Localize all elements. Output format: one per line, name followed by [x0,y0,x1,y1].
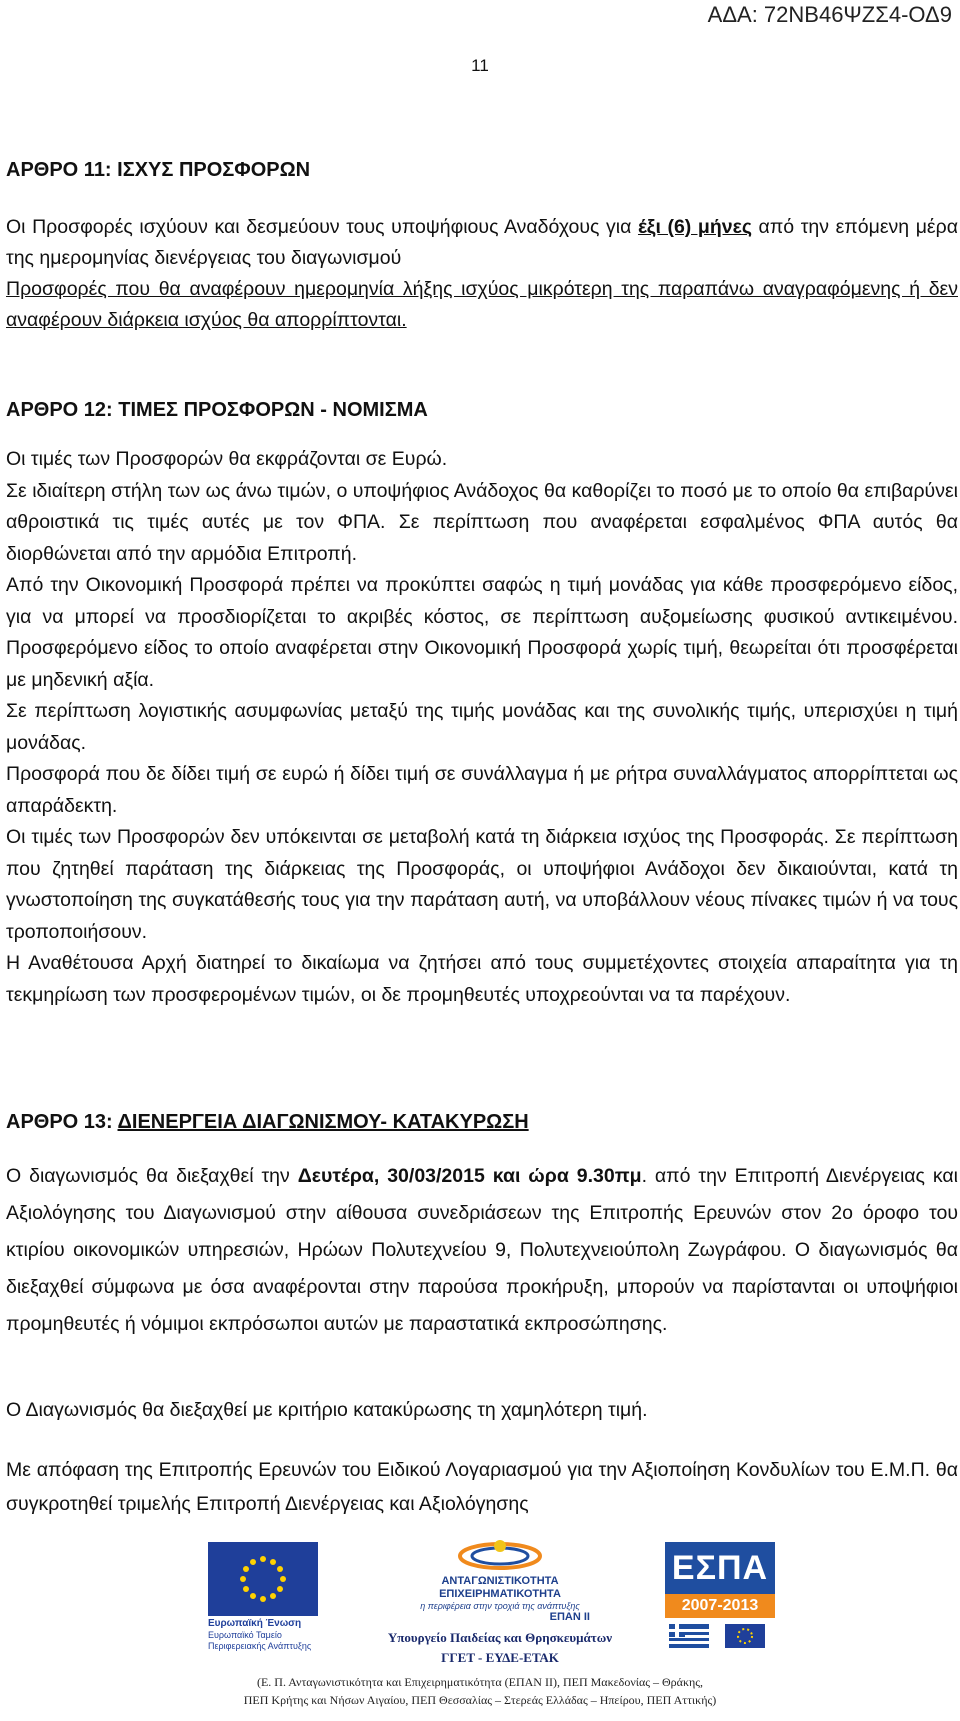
article-12-paragraph-7: Η Αναθέτουσα Αρχή διατηρεί το δικαίωμα να ζητήσει από τους συμμετέχοντες στοιχεία απαραίτητα για τη τεκμηρίωση των προσφερομένων τιμών, οι δε προμηθευτές υποχρεούνται να τα παρέχουν. [6,952,958,1006]
funding-footer [0,1536,960,1721]
article-12-heading: ΑΡΘΡΟ 12: ΤΙΜΕΣ ΠΡΟΣΦΟΡΩΝ - ΝΟΜΙΣΜΑ [6,399,428,421]
article-12-paragraph-6: Οι τιμές των Προσφορών δεν υπόκεινται σε μεταβολή κατά τη διάρκεια ισχύος της Προσφοράς. Σε περίπτωση που ζητηθεί παράταση της διάρκειας της Προσφοράς, οι υποψήφιοι Ανάδοχοι δεν δικαιούνται, κατά τη γνωστοποίηση της συγκατάθεσής τους για την παράταση αυτή, να υποβάλλουν νέους πίνακες τιμών ή να τους τροποποιήσουν. [6,826,958,943]
validity-period: έξι (6) μήνες [637,216,752,238]
epan-label: ΕΠΑΝ ΙΙ [549,1611,590,1623]
article-13-committee [6,1453,958,1521]
funding-programmes-note [0,1673,960,1709]
competitiveness-line-1: ΑΝΤΑΓΩΝΙΣΤΙΚΟΤΗΤΑ [441,1575,559,1587]
espa-title: ΕΣΠΑ [665,1542,775,1594]
article-11-paragraph-2: Προσφορές που θα αναφέρουν ημερομηνία λήξης ισχύος μικρότερη της παραπάνω αναγραφόμενης ή δεν αναφέρουν διάρκεια ισχύος θα απορρίπτονται. [6,278,958,331]
eu-flag-icon [208,1542,318,1616]
eu-logo [208,1542,328,1662]
funding-note-line-2: ΠΕΠ Κρήτης και Νήσων Αιγαίου, ΠΕΠ Θεσσαλίας – Στερεάς Ελλάδας – Ηπείρου, ΠΕΠ Αττικής) [243,1693,717,1707]
ministry-name: Υπουργείο Παιδείας και Θρησκευμάτων [387,1630,613,1645]
eu-fund-line-2: Περιφερειακής Ανάπτυξης [208,1641,312,1651]
article-12-paragraph-5: Προσφορά που δε δίδει τιμή σε ευρώ ή δίδει τιμή σε συνάλλαγμα ή με ρήτρα συναλλάγματος απορρίπτεται ως απαράδεκτη. [6,763,958,817]
competitiveness-logo [350,1536,650,1666]
article-13-criterion [6,1395,958,1426]
espa-logo [665,1542,775,1662]
competitiveness-slogan: η περιφέρεια στην τροχιά της ανάπτυξης [420,1601,580,1611]
page-number: 11 [471,56,489,75]
article-11-body [6,212,958,336]
article-12-paragraph-1: Οι τιμές των Προσφορών θα εκφράζονται σε Ευρώ. [6,448,448,470]
eu-title: Ευρωπαϊκή Ένωση [208,1618,302,1629]
competitiveness-emblem [410,1536,590,1626]
article-12-paragraph-3: Από την Οικονομική Προσφορά πρέπει να προκύπτει σαφώς η τιμή μονάδας για κάθε προσφερόμενο είδος, για να μπορεί να προσδιορίζεται το ακριβές κόστος, σε περίπτωση αυξομείωσης φυσικού αντικειμένου. Προσφερόμενο είδος το οποίο αναφέρεται στην Οικονομική Προσφορά χωρίς τιμή, θεωρείται ότι προσφέρεται με μηδενική αξία. [6,574,958,691]
swirl-icon [410,1536,590,1570]
article-12-paragraph-4: Σε περίπτωση λογιστικής ασυμφωνίας μεταξύ της τιμής μονάδας και της συνολικής τιμής, υπερισχύει η τιμή μονάδας. [6,700,958,754]
espa-flags [665,1618,775,1654]
ada-code: ΑΔΑ: 72ΝΒ46ΨΖΣ4-ΟΔ9 [707,2,952,27]
article-11-heading: ΑΡΘΡΟ 11: ΙΣΧΥΣ ΠΡΟΣΦΟΡΩΝ [6,159,311,181]
article-13-paragraph-3: Με απόφαση της Επιτροπής Ερευνών του Ειδικού Λογαριασμού για την Αξιοποίηση Κονδυλίων του Ε.Μ.Π. θα συγκροτηθεί τριμελής Επιτροπή Διενέργειας και Αξιολόγησης [6,1459,958,1515]
article-13-paragraph-2: Ο Διαγωνισμός θα διεξαχθεί με κριτήριο κατακύρωσης τη χαμηλότερη τιμή. [6,1399,648,1421]
gget-name: ΓΓΕΤ - ΕΥΔΕ-ΕΤΑΚ [441,1650,559,1665]
article-13-body [6,1158,958,1343]
competitiveness-line-2: ΕΠΙΧΕΙΡΗΜΑΤΙΚΟΤΗΤΑ [439,1588,561,1600]
article-13-paragraph-1: Ο διαγωνισμός θα διεξαχθεί την Δευτέρα, 30/03/2015 και ώρα 9.30πμ. από την Επιτροπή Διενέργειας και Αξιολόγησης του Διαγωνισμού στην αίθουσα συνεδριάσεων της Επιτροπής Ερευνών στον 2ο όροφο του κτιρίου οικονομικών υπηρεσιών, Ηρώων Πολυτεχνείου 9, Πολυτεχνειούπολη Ζωγράφου. Ο διαγωνισμός θα διεξαχθεί σύμφωνα με όσα αναφέρονται στην παρούσα προκήρυξη, μπορούν να παρίστανται οι υποψήφιοι προμηθευτές ή νόμιμοι εκπρόσωποι αυτών με παραστατικά εκπροσώπησης. [6,1165,958,1335]
flags-icon [665,1618,775,1654]
tender-date: Δευτέρα, 30/03/2015 και ώρα 9.30πμ [297,1165,642,1187]
espa-years: 2007-2013 [665,1594,775,1618]
article-12-body [6,444,958,1011]
funding-note-line-1: (Ε. Π. Ανταγωνιστικότητα και Επιχειρηματικότητα (ΕΠΑΝ ΙΙ), ΠΕΠ Μακεδονίας – Θράκης, [256,1675,704,1689]
article-13-heading: ΑΡΘΡΟ 13: ΔΙΕΝΕΡΓΕΙΑ ΔΙΑΓΩΝΙΣΜΟΥ- ΚΑΤΑΚΥΡΩΣΗ [6,1111,529,1133]
article-12-paragraph-2: Σε ιδιαίτερη στήλη των ως άνω τιμών, ο υποψήφιος Ανάδοχος θα καθορίζει το ποσό με το οποίο θα επιβαρύνει αθροιστικά τις τιμές αυτές με τον ΦΠΑ. Σε περίπτωση που αναφέρεται εσφαλμένος ΦΠΑ αυτός θα διορθώνεται από την αρμόδια Επιτροπή. [6,479,958,565]
eu-stars-icon [208,1542,318,1616]
article-11-paragraph-1: Οι Προσφορές ισχύουν και δεσμεύουν τους υποψήφιους Αναδόχους για έξι (6) μήνες από την επόμενη μέρα της ημερομηνίας διενέργειας του διαγωνισμού [6,216,958,269]
eu-fund-line-1: Ευρωπαϊκό Ταμείο [208,1630,282,1640]
